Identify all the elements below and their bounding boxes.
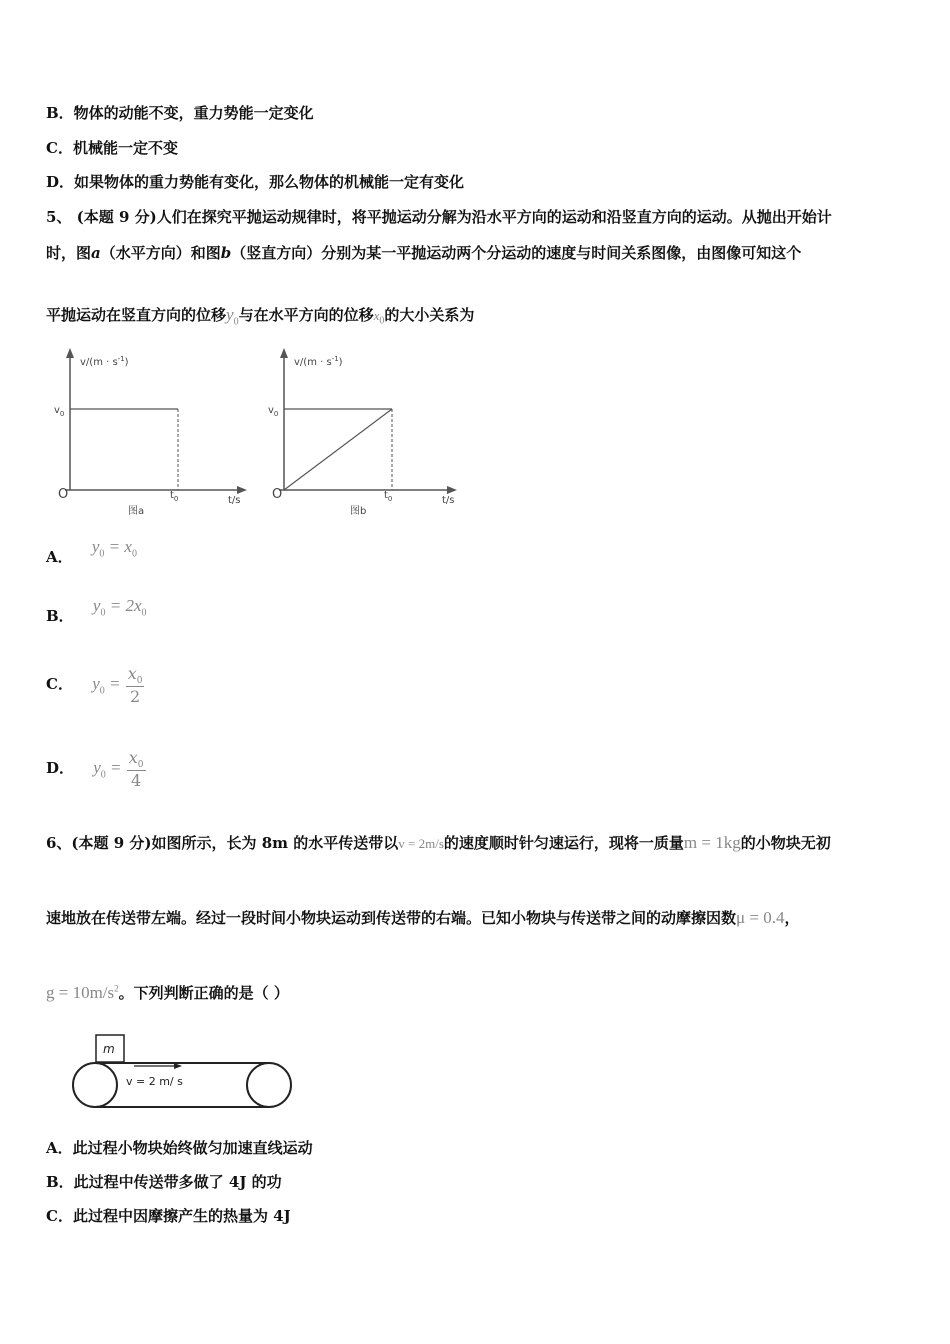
q6-option-b[interactable]: B．此过程中传送带多做了 4J 的功	[46, 1173, 282, 1191]
right-pulley	[247, 1063, 291, 1107]
option-label: B．	[46, 607, 74, 625]
q5-stem-text: 与在水平方向的位移	[238, 306, 374, 324]
x-axis-label: t/s	[442, 495, 455, 506]
q4-option-b: B．物体的动能不变，重力势能一定变化	[46, 104, 314, 122]
left-pulley	[73, 1063, 117, 1107]
velocity-line	[284, 409, 392, 490]
q5-option-d[interactable]	[46, 748, 146, 790]
g-expr: $g = 10m/s^2$	[46, 983, 119, 1002]
q6-stem-text: 6、(本题 9 分)如图所示，长为 8m 的水平传送带以	[46, 834, 399, 852]
x-axis-arrow	[237, 486, 247, 494]
graph-b	[264, 345, 474, 520]
q5-option-c[interactable]	[46, 664, 144, 706]
q6-option-a[interactable]: A．此过程小物块始终做匀加速直线运动	[46, 1139, 313, 1157]
q6-stem-line2	[46, 907, 799, 928]
graph-a	[50, 345, 260, 520]
q6-stem-line1	[46, 832, 831, 853]
q5-stem-text: （水平方向）和图	[100, 244, 221, 262]
q5-option-b[interactable]	[46, 596, 147, 628]
option-expr: $y_0 = 2x_0$	[92, 596, 147, 619]
fig-b-ref: b	[220, 244, 232, 262]
mass-expr: m = 1kg	[683, 833, 741, 852]
option-expr: $y_0 = x_0$	[91, 537, 137, 560]
speed-label: v = 2 m/ s	[126, 1075, 183, 1088]
q4-option-d: D．如果物体的重力势能有变化，那么物体的机械能一定有变化	[46, 173, 465, 191]
speed-expr: v = 2m/s	[398, 836, 444, 851]
q5-stem-text: 平抛运动在竖直方向的位移	[46, 306, 227, 324]
q6-stem-text: 的小物块无初	[740, 834, 831, 852]
mu-expr: μ = 0.4	[736, 908, 785, 927]
q6-stem-text: 的速度顺时针匀速运行，现将一质量	[443, 834, 684, 852]
q5-stem-text: 的大小关系为	[384, 306, 475, 324]
v0-label: $v_0$	[268, 405, 279, 418]
q6-stem-line3	[46, 982, 289, 1003]
v0-label: $v_0$	[54, 405, 65, 418]
y-axis-arrow	[66, 348, 74, 358]
origin-label: O	[272, 487, 283, 502]
fraction: $\frac{x_0}{2}$	[127, 664, 143, 707]
t0-label: $t_0$	[170, 490, 179, 503]
q5-stem-line1: 5、 (本题 9 分)人们在探究平抛运动规律时，将平抛运动分解为沿水平方向的运动和沿竖直方向的运动。从抛出开始计	[46, 208, 832, 226]
option-expr-lhs: $y_0$ =	[93, 758, 122, 781]
y-axis-label: $v/(m \cdot s^{-1})$	[80, 355, 129, 368]
graph-a-caption: 图a	[128, 506, 145, 517]
block-label: m	[103, 1042, 115, 1056]
origin-label: O	[58, 487, 69, 502]
q5-stem-line3	[46, 304, 474, 327]
x-axis-arrow	[447, 486, 457, 494]
y-axis-label: $v/(m \cdot s^{-1})$	[294, 355, 343, 368]
fig-a-ref: a	[91, 244, 101, 262]
conveyor-belt-figure	[66, 1030, 298, 1114]
q5-option-a[interactable]	[46, 537, 137, 569]
q6-option-c[interactable]: C．此过程中因摩擦产生的热量为 4J	[46, 1207, 291, 1225]
option-label: C．	[46, 675, 73, 694]
y0-symbol: $y_0$	[226, 305, 239, 328]
option-label: A．	[46, 548, 73, 566]
x0-symbol: $x_0$	[373, 308, 385, 327]
q6-stem-text: ，	[784, 909, 800, 927]
graph-b-caption: 图b	[350, 506, 367, 517]
q6-stem-text: 速地放在传送带左端。经过一段时间小物块运动到传送带的右端。已知小物块与传送带之间的动摩擦因数	[46, 909, 737, 927]
q5-stem-text: 时，图	[46, 244, 92, 262]
q5-stem-line2	[46, 242, 801, 263]
option-label: D．	[46, 759, 75, 778]
fraction: $\frac{x_0}{4}$	[128, 748, 144, 791]
y-axis-arrow	[280, 348, 288, 358]
q5-stem-text: （竖直方向）分别为某一平抛运动两个分运动的速度与时间关系图像，由图像可知这个	[231, 244, 802, 262]
q6-stem-text: 。下列判断正确的是（ ）	[118, 984, 289, 1002]
t0-label: $t_0$	[384, 490, 393, 503]
option-expr-lhs: $y_0$ =	[92, 674, 121, 697]
q4-option-c: C．机械能一定不变	[46, 139, 178, 157]
x-axis-label: t/s	[228, 495, 241, 506]
